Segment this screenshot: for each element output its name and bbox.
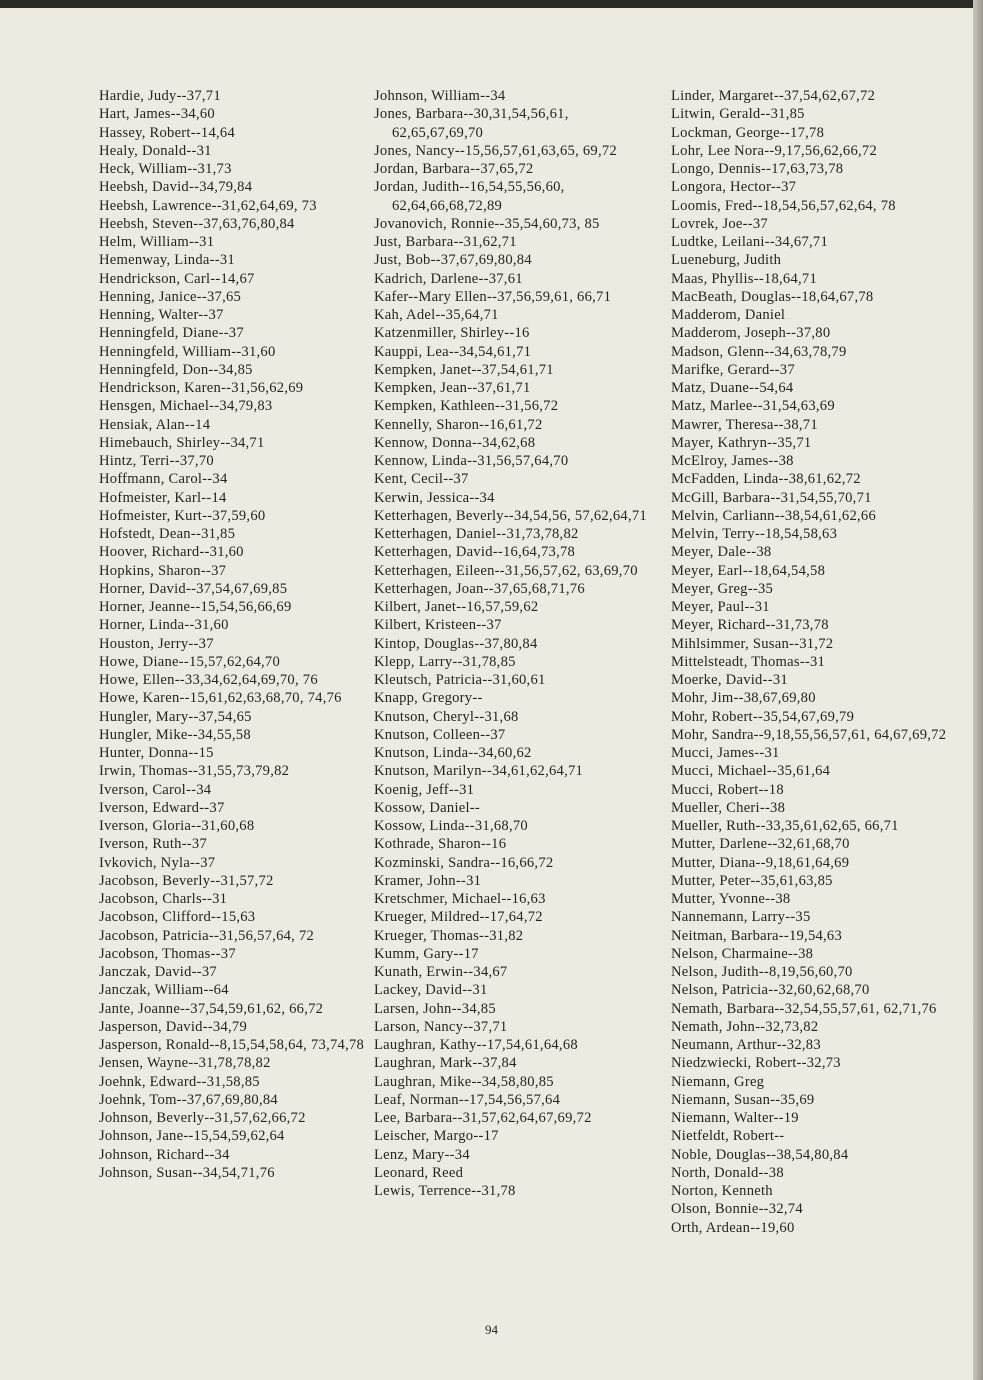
index-entry: Himebauch, Shirley--34,71 xyxy=(99,434,265,451)
index-entry: Hunter, Donna--15 xyxy=(99,745,214,761)
index-entry: Olson, Bonnie--32,74 xyxy=(671,1201,803,1218)
index-entry: Ketterhagen, Beverly--34,54,56, 57,62,64,71 xyxy=(374,507,647,524)
index-entry: Nelson, Charmaine--38 xyxy=(671,945,814,962)
index-entry: Janczak, David--37 xyxy=(99,964,217,980)
index-entry: Longora, Hector--37 xyxy=(671,179,797,196)
index-entry: Kadrich, Darlene--37,61 xyxy=(374,270,523,287)
index-entry: Jacobson, Patricia--31,56,57,64, 72 xyxy=(99,927,315,944)
index-entry: Hungler, Mike--34,55,58 xyxy=(99,726,251,743)
index-entry: Kennow, Linda--31,56,57,64,70 xyxy=(374,453,569,469)
index-entry: Kerwin, Jessica--34 xyxy=(374,489,495,506)
index-entry: Knutson, Colleen--37 xyxy=(374,726,506,743)
index-entry: Jordan, Barbara--37,65,72 xyxy=(374,161,534,177)
index-entry: Nelson, Patricia--32,60,62,68,70 xyxy=(671,982,870,999)
index-entry: Hardie, Judy--37,71 xyxy=(99,88,221,104)
index-entry: Kempken, Janet--37,54,61,71 xyxy=(374,361,554,378)
index-entry: Kretschmer, Michael--16,63 xyxy=(374,891,546,907)
index-entry: Marifke, Gerard--37 xyxy=(671,361,795,378)
index-entry: Joehnk, Edward--31,58,85 xyxy=(99,1073,260,1090)
index-entry: Heebsh, David--34,79,84 xyxy=(99,179,253,196)
index-entry: Hopkins, Sharon--37 xyxy=(99,562,227,579)
index-entry: Meyer, Earl--18,64,54,58 xyxy=(671,562,826,579)
index-entry: Johnson, Jane--15,54,59,62,64 xyxy=(99,1128,285,1145)
index-entry: Laughran, Mike--34,58,80,85 xyxy=(374,1073,554,1090)
index-entry: Lackey, David--31 xyxy=(374,982,488,999)
index-entry: Hofmeister, Kurt--37,59,60 xyxy=(99,507,266,524)
index-entry: Iverson, Gloria--31,60,68 xyxy=(99,818,255,834)
index-entry: Orth, Ardean--19,60 xyxy=(671,1219,795,1236)
index-entry: Hendrickson, Karen--31,56,62,69 xyxy=(99,380,304,396)
index-entry: Kempken, Kathleen--31,56,72 xyxy=(374,398,559,415)
index-entry: Iverson, Edward--37 xyxy=(99,799,225,816)
index-entry: Jasperson, David--34,79 xyxy=(99,1018,248,1035)
index-entry: Mohr, Jim--38,67,69,80 xyxy=(671,690,816,707)
index-entry: Moerke, David--31 xyxy=(671,672,788,688)
index-entry: Horner, Linda--31,60 xyxy=(99,617,229,634)
index-entry: Meyer, Greg--35 xyxy=(671,580,774,597)
index-entry: Kumm, Gary--17 xyxy=(374,945,479,962)
index-entry: Houston, Jerry--37 xyxy=(99,635,214,652)
index-entry: Hendrickson, Carl--14,67 xyxy=(99,270,255,287)
index-entry: Mittelsteadt, Thomas--31 xyxy=(671,653,826,670)
index-entry: Johnson, William--34 xyxy=(374,88,506,104)
index-entry: Henningfeld, Diane--37 xyxy=(99,325,244,342)
index-entry: Ketterhagen, David--16,64,73,78 xyxy=(374,544,576,561)
index-entry: Hensiak, Alan--14 xyxy=(99,416,211,433)
index-entry: Iverson, Carol--34 xyxy=(99,781,212,798)
index-entry: Lueneburg, Judith xyxy=(671,252,782,269)
index-entry: Johnson, Beverly--31,57,62,66,72 xyxy=(99,1110,306,1126)
index-entry: Jasperson, Ronald--8,15,54,58,64, 73,74,78 xyxy=(99,1037,365,1053)
index-entry: Lockman, George--17,78 xyxy=(671,124,825,141)
index-entry: Laughran, Mark--37,84 xyxy=(374,1055,517,1072)
index-entry: Nelson, Judith--8,19,56,60,70 xyxy=(671,964,853,980)
index-entry: Nemath, Barbara--32,54,55,57,61, 62,71,76 xyxy=(671,1000,937,1017)
top-edge-bar xyxy=(0,0,983,8)
index-entry: Madderom, Daniel xyxy=(671,307,786,323)
index-entry: Kah, Adel--35,64,71 xyxy=(374,307,499,323)
index-entry: Kothrade, Sharon--16 xyxy=(374,836,507,853)
index-entry: Norton, Kenneth xyxy=(671,1183,773,1199)
index-entry: North, Donald--38 xyxy=(671,1164,784,1181)
index-entry: Jensen, Wayne--31,78,78,82 xyxy=(99,1055,271,1072)
index-entry: Irwin, Thomas--31,55,73,79,82 xyxy=(99,763,290,780)
index-entry: Meyer, Richard--31,73,78 xyxy=(671,617,829,634)
index-entry: Healy, Donald--31 xyxy=(99,142,212,159)
index-entry: Neumann, Arthur--32,83 xyxy=(671,1037,821,1053)
index-entry: Just, Barbara--31,62,71 xyxy=(374,234,517,250)
index-entry: Knutson, Linda--34,60,62 xyxy=(374,745,532,761)
index-entry: Maas, Phyllis--18,64,71 xyxy=(671,270,818,287)
page-number: 94 xyxy=(485,1322,498,1337)
index-entry: Larson, Nancy--37,71 xyxy=(374,1018,508,1035)
index-entry: Nannemann, Larry--35 xyxy=(671,909,811,926)
index-entry: Niedzwiecki, Robert--32,73 xyxy=(671,1055,841,1072)
index-column-3 xyxy=(671,87,961,1237)
index-entry: Niemann, Greg xyxy=(671,1073,765,1090)
index-entry: Lovrek, Joe--37 xyxy=(671,215,768,232)
index-entry: Ketterhagen, Joan--37,65,68,71,76 xyxy=(374,580,585,597)
index-entry: Kafer--Mary Ellen--37,56,59,61, 66,71 xyxy=(374,288,612,305)
index-entry: Joehnk, Tom--37,67,69,80,84 xyxy=(99,1091,278,1108)
index-entry: Katzenmiller, Shirley--16 xyxy=(374,325,530,342)
index-entry: Lewis, Terrence--31,78 xyxy=(374,1183,516,1199)
index-entry: Howe, Karen--15,61,62,63,68,70, 74,76 xyxy=(99,690,342,707)
index-entry: Heebsh, Steven--37,63,76,80,84 xyxy=(99,215,295,232)
index-entry: Just, Bob--37,67,69,80,84 xyxy=(374,252,532,269)
index-entry: Klepp, Larry--31,78,85 xyxy=(374,653,516,670)
index-entry: Kunath, Erwin--34,67 xyxy=(374,964,508,980)
index-entry: Helm, William--31 xyxy=(99,234,215,250)
index-entry: Nemath, John--32,73,82 xyxy=(671,1018,819,1035)
index-entry: Lohr, Lee Nora--9,17,56,62,66,72 xyxy=(671,142,877,159)
index-entry: Lee, Barbara--31,57,62,64,67,69,72 xyxy=(374,1110,592,1126)
index-entry: Heebsh, Lawrence--31,62,64,69, 73 xyxy=(99,197,317,214)
index-column-2 xyxy=(374,87,654,1200)
index-entry: Kozminski, Sandra--16,66,72 xyxy=(374,854,554,871)
index-entry: Jones, Barbara--30,31,54,56,61, 62,65,67,69,70 xyxy=(374,106,569,141)
index-entry: Henningfeld, William--31,60 xyxy=(99,343,276,360)
index-entry: Henning, Janice--37,65 xyxy=(99,288,242,305)
index-entry: Mihlsimmer, Susan--31,72 xyxy=(671,635,834,652)
index-entry: Madson, Glenn--34,63,78,79 xyxy=(671,343,847,360)
index-entry: Johnson, Richard--34 xyxy=(99,1146,230,1163)
index-entry: Lenz, Mary--34 xyxy=(374,1146,470,1163)
index-entry: Horner, David--37,54,67,69,85 xyxy=(99,580,288,597)
index-entry: Hungler, Mary--37,54,65 xyxy=(99,708,252,725)
index-entry: Matz, Marlee--31,54,63,69 xyxy=(671,398,835,415)
index-entry: Ludtke, Leilani--34,67,71 xyxy=(671,234,829,250)
index-entry: Hoover, Richard--31,60 xyxy=(99,544,244,561)
index-entry: Horner, Jeanne--15,54,56,66,69 xyxy=(99,599,292,615)
index-entry: Jacobson, Beverly--31,57,72 xyxy=(99,872,274,889)
index-entry: Longo, Dennis--17,63,73,78 xyxy=(671,161,844,177)
index-entry: Hart, James--34,60 xyxy=(99,106,215,123)
index-entry: Mohr, Sandra--9,18,55,56,57,61, 64,67,69,72 xyxy=(671,726,947,743)
index-entry: Loomis, Fred--18,54,56,57,62,64, 78 xyxy=(671,197,896,214)
index-entry: Jacobson, Thomas--37 xyxy=(99,945,236,962)
index-entry: McGill, Barbara--31,54,55,70,71 xyxy=(671,489,872,506)
index-entry: Johnson, Susan--34,54,71,76 xyxy=(99,1164,275,1181)
index-entry: Mucci, Michael--35,61,64 xyxy=(671,763,831,780)
index-entry: Kilbert, Janet--16,57,59,62 xyxy=(374,599,539,615)
index-entry: Knapp, Gregory-- xyxy=(374,690,483,707)
index-entry: Mucci, James--31 xyxy=(671,745,780,761)
index-entry: Howe, Ellen--33,34,62,64,69,70, 76 xyxy=(99,672,318,688)
index-entry: Hofstedt, Dean--31,85 xyxy=(99,526,236,542)
index-entry: Kintop, Douglas--37,80,84 xyxy=(374,635,538,652)
index-entry: Janczak, William--64 xyxy=(99,982,229,999)
index-entry: Kempken, Jean--37,61,71 xyxy=(374,380,531,396)
index-entry: Larsen, John--34,85 xyxy=(374,1000,496,1017)
index-entry: Melvin, Carliann--38,54,61,62,66 xyxy=(671,507,876,524)
index-entry: Matz, Duane--54,64 xyxy=(671,380,794,396)
index-entry: Mutter, Darlene--32,61,68,70 xyxy=(671,836,850,853)
index-entry: Madderom, Joseph--37,80 xyxy=(671,325,831,342)
index-entry: Leonard, Reed xyxy=(374,1164,464,1181)
index-entry: Neitman, Barbara--19,54,63 xyxy=(671,927,843,944)
index-entry: Hoffmann, Carol--34 xyxy=(99,471,228,488)
index-entry: Kossow, Linda--31,68,70 xyxy=(374,818,528,834)
index-column-1 xyxy=(99,87,379,1182)
index-entry: Krueger, Mildred--17,64,72 xyxy=(374,909,543,926)
index-entry: Hofmeister, Karl--14 xyxy=(99,489,227,506)
index-entry: Litwin, Gerald--31,85 xyxy=(671,106,805,123)
index-entry: Jante, Joanne--37,54,59,61,62, 66,72 xyxy=(99,1000,324,1017)
index-entry: Mucci, Robert--18 xyxy=(671,781,784,798)
index-entry: Heck, William--31,73 xyxy=(99,161,232,177)
index-entry: Meyer, Paul--31 xyxy=(671,599,770,615)
index-entry: Mutter, Peter--35,61,63,85 xyxy=(671,872,833,889)
index-entry: Knutson, Cheryl--31,68 xyxy=(374,708,519,725)
index-entry: Henning, Walter--37 xyxy=(99,307,224,323)
index-entry: Mawrer, Theresa--38,71 xyxy=(671,416,818,433)
index-entry: Melvin, Terry--18,54,58,63 xyxy=(671,526,838,542)
index-entry: Linder, Margaret--37,54,62,67,72 xyxy=(671,88,876,104)
index-entry: Jacobson, Clifford--15,63 xyxy=(99,909,256,926)
index-entry: Mueller, Cheri--38 xyxy=(671,799,786,816)
index-entry: Ketterhagen, Eileen--31,56,57,62, 63,69,70 xyxy=(374,562,638,579)
index-entry: Jones, Nancy--15,56,57,61,63,65, 69,72 xyxy=(374,142,617,159)
index-entry: Knutson, Marilyn--34,61,62,64,71 xyxy=(374,763,584,780)
index-entry: Jovanovich, Ronnie--35,54,60,73, 85 xyxy=(374,215,600,232)
index-entry: Mayer, Kathryn--35,71 xyxy=(671,434,812,451)
index-entry: Niemann, Susan--35,69 xyxy=(671,1091,815,1108)
index-entry: Niemann, Walter--19 xyxy=(671,1110,799,1126)
index-entry: Kennelly, Sharon--16,61,72 xyxy=(374,416,543,433)
index-entry: Kent, Cecil--37 xyxy=(374,471,469,488)
index-entry: Mutter, Diana--9,18,61,64,69 xyxy=(671,854,850,871)
index-entry: Hensgen, Michael--34,79,83 xyxy=(99,398,273,415)
index-entry: Hassey, Robert--14,64 xyxy=(99,124,236,141)
index-entry: Kauppi, Lea--34,54,61,71 xyxy=(374,343,532,360)
index-entry: Hemenway, Linda--31 xyxy=(99,252,235,269)
index-entry: Mohr, Robert--35,54,67,69,79 xyxy=(671,708,855,725)
index-entry: McFadden, Linda--38,61,62,72 xyxy=(671,471,861,488)
index-entry: MacBeath, Douglas--18,64,67,78 xyxy=(671,288,874,305)
index-entry: Leischer, Margo--17 xyxy=(374,1128,499,1145)
index-entry: Nietfeldt, Robert-- xyxy=(671,1128,785,1145)
index-entry: Henningfeld, Don--34,85 xyxy=(99,361,253,378)
index-entry: Ivkovich, Nyla--37 xyxy=(99,854,216,871)
index-entry: Kleutsch, Patricia--31,60,61 xyxy=(374,672,546,688)
right-edge-bar xyxy=(973,0,983,1380)
index-entry: Laughran, Kathy--17,54,61,64,68 xyxy=(374,1037,578,1053)
index-entry: Kennow, Donna--34,62,68 xyxy=(374,434,536,451)
index-entry: Koenig, Jeff--31 xyxy=(374,781,475,798)
index-entry: Iverson, Ruth--37 xyxy=(99,836,208,853)
index-entry: Mutter, Yvonne--38 xyxy=(671,891,791,907)
index-entry: Noble, Douglas--38,54,80,84 xyxy=(671,1146,849,1163)
index-entry: Mueller, Ruth--33,35,61,62,65, 66,71 xyxy=(671,818,899,834)
index-entry: Howe, Diane--15,57,62,64,70 xyxy=(99,653,281,670)
index-entry: McElroy, James--38 xyxy=(671,453,794,469)
index-entry: Meyer, Dale--38 xyxy=(671,544,772,561)
index-entry: Jordan, Judith--16,54,55,56,60, 62,64,66,68,72,89 xyxy=(374,179,565,214)
index-entry: Kilbert, Kristeen--37 xyxy=(374,617,502,634)
index-entry: Kramer, John--31 xyxy=(374,872,482,889)
index-entry: Jacobson, Charls--31 xyxy=(99,891,228,907)
index-entry: Ketterhagen, Daniel--31,73,78,82 xyxy=(374,526,579,542)
index-entry: Kossow, Daniel-- xyxy=(374,799,480,816)
index-entry: Krueger, Thomas--31,82 xyxy=(374,927,524,944)
index-entry: Leaf, Norman--17,54,56,57,64 xyxy=(374,1091,561,1108)
index-entry: Hintz, Terri--37,70 xyxy=(99,453,214,469)
